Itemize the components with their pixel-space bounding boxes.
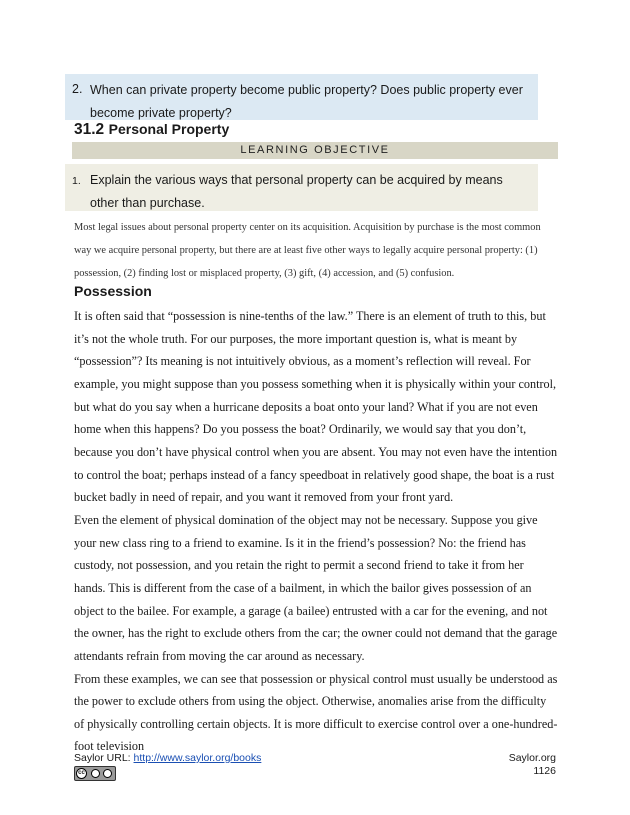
footer-source — [74, 752, 261, 764]
objective-text: Explain the various ways that personal property can be acquired by means other than purchase. — [90, 173, 503, 210]
paragraph: Even the element of physical domination of the object may not be necessary. Suppose you give your new class ring to a friend to examine. Is it in the friend’s possession? No: the friend has custody, not possession, and you retain the right to permit a second friend to take it from her hands. This is different from the case of a bailment, in which the bailor gives possession of an object to the bailee. For example, a garage (a bailee) entrusted with a car for the evening, and not the owner, has the right to exclude others from the car; the owner could not demand that the garage attendants refrain from moving the car around as necessary. — [74, 512, 558, 663]
paragraph: From these examples, we can see that possession or physical control must usually be understood as the power to exclude others from using the object. Otherwise, anomalies arise from the difficulty of physically controlling certain objects. It is more difficult to exercise control over a one-hundred-foot television — [74, 671, 558, 754]
footer-site: Saylor.org — [508, 752, 556, 764]
review-question-number: 2. — [72, 82, 83, 96]
intro-paragraph: Most legal issues about personal property center on its acquisition. Acquisition by purchase is the most common way we acquire personal property, but there are at least five other ways to legally acquire personal property: (1) possession, (2) finding lost or misplaced property, (3) gift, (4) accession, and (5) confusion. — [74, 222, 541, 279]
learning-objective-label: LEARNING OBJECTIVE — [72, 142, 558, 159]
by-attribution-icon — [91, 769, 100, 778]
page-number: 1126 — [533, 765, 556, 777]
noncommercial-icon — [103, 769, 112, 778]
possession-body — [74, 305, 558, 758]
cc-logo-icon: cc — [76, 768, 87, 779]
footer-right — [509, 752, 556, 778]
objective-number: 1. — [72, 175, 81, 187]
paragraph: It is often said that “possession is nine-tenths of the law.” There is an element of truth to this, but it’s not the whole truth. For our purposes, the more important question is, what is meant by “possession”? Its meaning is not intuitively obvious, as a moment’s reflection will reveal. For example, you might suppose than you possess something when it is physically within your control, but what do you say when a hurricane deposits a boat onto your land? What if you are not even home when this happens? Do you possess the boat? Ordinarily, we would say that you don’t, because you don’t have physical control when you are absent. You may not even have the intention to control the boat; perhaps instead of a fancy speedboat in relatively good shape, the boat is a rust bucket badly in need of repair, and you want it removed from your front yard. — [74, 309, 558, 505]
section-title-text: Personal Property — [108, 121, 230, 137]
section-number: 31.2 — [74, 121, 105, 138]
review-question-box — [65, 74, 538, 120]
review-question-text: When can private property become public property? Does public property ever become private property? — [90, 83, 523, 120]
possession-heading: Possession — [74, 283, 152, 299]
cc-by-nc-sa-icon — [74, 766, 116, 781]
learning-objective-box — [65, 164, 538, 211]
footer-url-label: Saylor URL: — [74, 752, 134, 764]
footer-url-link[interactable]: http://www.saylor.org/books — [133, 752, 262, 764]
section-title — [74, 121, 229, 139]
